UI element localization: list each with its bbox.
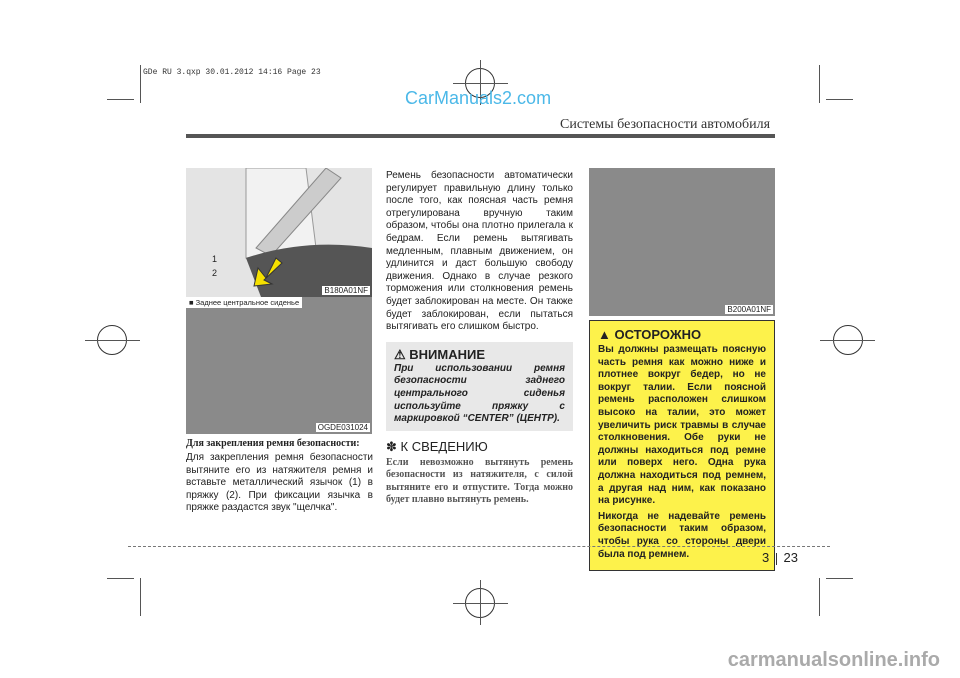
- crop-mark: [85, 340, 140, 341]
- caution-text: При использовании ремня безопасности заднего центрального сиденья используйте пряжку с маркировкой “CENTER” (ЦЕНТР).: [394, 362, 565, 425]
- label-2: 2: [212, 268, 218, 278]
- warning-box: [589, 320, 775, 571]
- crop-mark: [820, 340, 875, 341]
- figure-code: B200A01NF: [727, 305, 771, 314]
- warning-text-1: Вы должны размещать поясную часть ремня как можно ниже и плотнее вокруг бедер, но не вокруг талии. Если поясной ремень расположен слишком высоко на талии, это может увеличить риск травмы в случае столкновения. Обе руки не должны находиться под ремне или поверх него. Одна рука должна находиться под ремнем, а другая над ним, как показано на рисунке.: [598, 344, 766, 507]
- watermark-bottom[interactable]: carmanualsonline.info: [727, 649, 940, 671]
- caution-box: [386, 342, 573, 431]
- chapter-number: 3: [762, 550, 770, 565]
- middle-column: [386, 170, 573, 507]
- caution-title: ВНИМАНИЕ: [409, 346, 486, 362]
- left-column: [186, 438, 373, 515]
- figure-caption: ■ Заднее центральное сиденье: [186, 297, 302, 308]
- caution-triangle-icon: ⚠: [394, 346, 410, 362]
- seatbelt-illustration: [186, 168, 372, 297]
- crop-mark: [826, 99, 853, 100]
- info-text: Если невозможно вытянуть ремень безопасности из натяжителя, с силой вытяните его и отпустите. Тогда можно будет плавно вытянуть ремень.: [386, 456, 573, 506]
- crop-mark: [140, 578, 141, 616]
- header-rule: [186, 134, 775, 138]
- left-text: Для закрепления ремня безопасности вытяните его из натяжителя ремня и вставьте металлический язычок (1) в пряжку (2). При фиксации язычка в пряжке раздастся звук "щелчка".: [186, 452, 373, 514]
- crop-mark: [107, 99, 134, 100]
- label-1: 1: [212, 254, 218, 264]
- section-title: Системы безопасности автомобиля: [560, 117, 771, 132]
- crop-mark: [819, 578, 820, 616]
- crop-mark: [140, 65, 141, 103]
- info-title: ✽ К СВЕДЕНИЮ: [386, 438, 488, 454]
- arm-position-image: [589, 168, 775, 316]
- crop-mark: [819, 65, 820, 103]
- page-number-value: 23: [783, 550, 798, 565]
- page-number: [762, 550, 798, 565]
- left-heading: Для закрепления ремня безопасности:: [186, 438, 360, 449]
- info-block: [386, 439, 573, 507]
- crop-mark: [826, 578, 853, 579]
- watermark-top[interactable]: CarManuals2.com: [405, 88, 552, 108]
- rear-center-seat-image: [186, 297, 372, 434]
- crop-mark: [107, 578, 134, 579]
- warning-text-2: Никогда не надевайте ремень безопасности таким образом, чтобы рука со стороны двери была под ремнем.: [598, 510, 766, 560]
- footer-dashed-line: [128, 546, 830, 547]
- figure-code: OGDE031024: [317, 423, 368, 432]
- warning-title: ОСТОРОЖНО: [614, 327, 702, 342]
- figure-code: B180A01NF: [324, 286, 368, 295]
- print-slug: GDe RU 3.qxp 30.01.2012 14:16 Page 23: [143, 68, 321, 77]
- crop-mark: [480, 580, 481, 625]
- warning-triangle-icon: ▲: [598, 327, 615, 342]
- middle-text: Ремень безопасности автоматически регулирует правильную длину только после того, как поясная часть ремня отрегулирована вручную таким образом, чтобы она плотно прилегала к бедрам. Если ремень вытягивать медленным, плавным движением, он удлинится и даст большую свободу движения. Однако в случае резкого торможения или столкновения ремень будет заблокирован на месте. Он также будет заблокирован, если пытаться вытягивать его слишком быстро.: [386, 170, 573, 333]
